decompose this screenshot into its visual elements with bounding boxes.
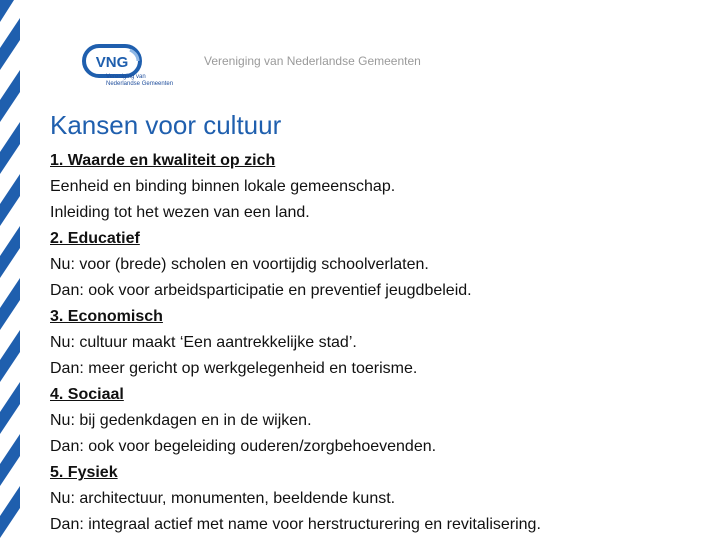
content-line: Nu: cultuur maakt ‘Een aantrekkelijke stad’. [50,334,357,351]
section-heading: 3. Economisch [50,308,163,325]
content-line: Dan: integraal actief met name voor herstructurering en revitalisering. [50,516,541,533]
decorative-side-stripe [0,0,20,540]
vng-logo-letters: VNG [95,54,129,71]
vng-logo-badge [82,44,144,78]
vng-logo-subtitle-line-2: Nederlandse Gemeenten [106,81,174,87]
header-organization-name: Vereniging van Nederlandse Gemeenten [204,54,421,68]
content-line: Dan: meer gericht op werkgelegenheid en toerisme. [50,360,418,377]
slide-title: Kansen voor cultuur [50,110,282,140]
content-line: Inleiding tot het wezen van een land. [50,204,310,221]
vng-logo-subtitle-line-1: Vereniging van [106,74,146,80]
section-heading: 2. Educatief [50,230,140,247]
content-line: Nu: architectuur, monumenten, beeldende kunst. [50,490,396,507]
content-line: Eenheid en binding binnen lokale gemeenschap. [50,178,396,195]
content-line: Dan: ook voor arbeidsparticipatie en preventief jeugdbeleid. [50,282,472,299]
content-line: Dan: ook voor begeleiding ouderen/zorgbehoevenden. [50,438,437,455]
section-heading: 4. Sociaal [50,386,124,403]
vng-logo-subtitle [106,74,182,88]
content-line: Nu: voor (brede) scholen en voortijdig schoolverlaten. [50,256,429,273]
section-heading: 5. Fysiek [50,464,118,481]
vng-logo [82,44,182,96]
section-heading: 1. Waarde en kwaliteit op zich [50,152,276,169]
content-line: Nu: bij gedenkdagen en in de wijken. [50,412,312,429]
slide-content [50,148,710,538]
